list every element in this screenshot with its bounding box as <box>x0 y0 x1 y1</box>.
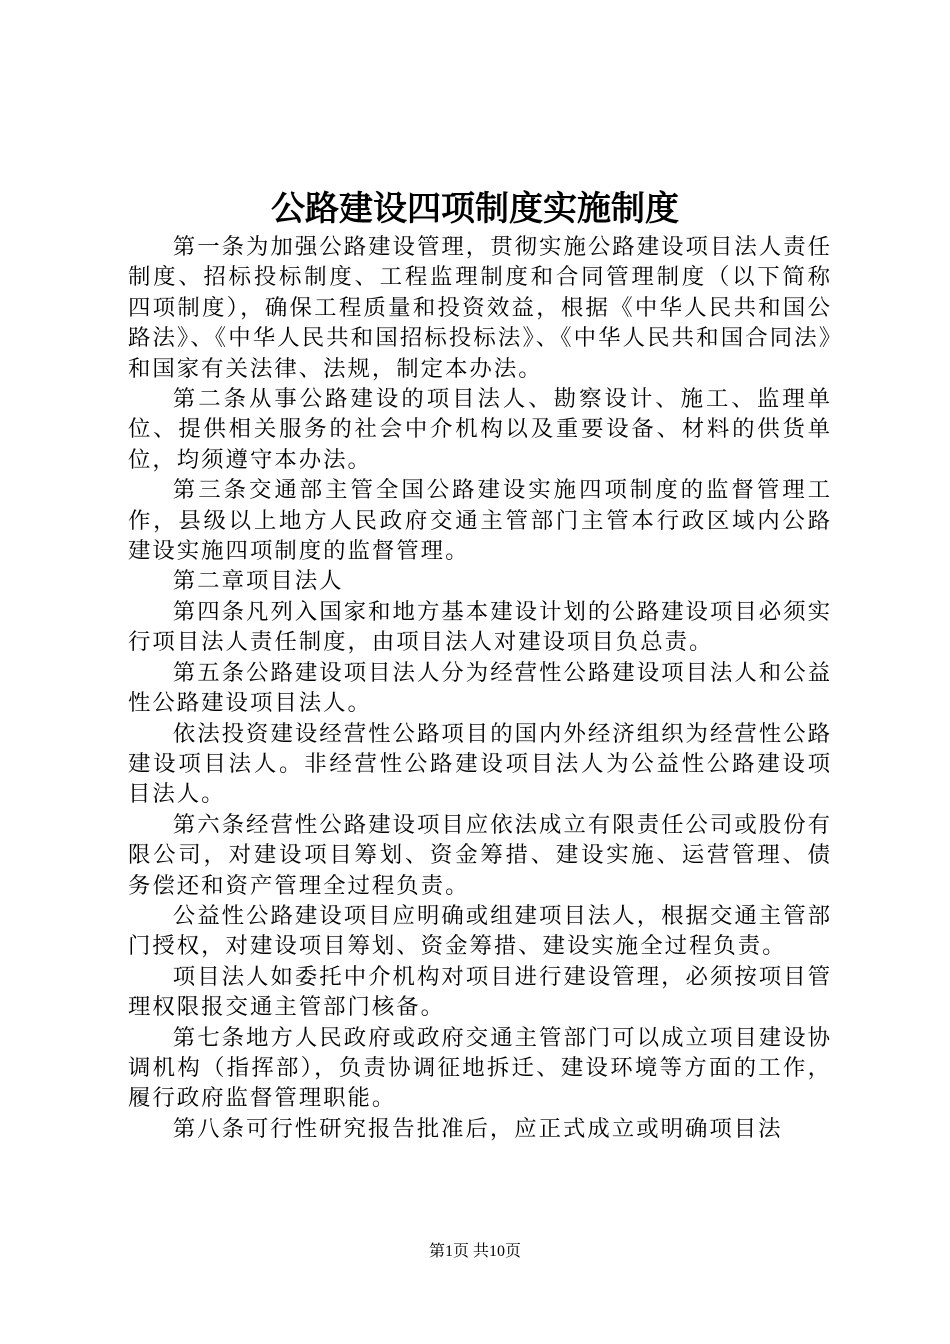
chapter-heading: 第二章项目法人 <box>172 568 344 595</box>
paragraph: 第六条经营性公路建设项目应依法成立有限责任公司或股份有限公司，对建设项目筹划、资金筹措、建设实施、运营管理、债务偿还和资产管理全过程负责。 <box>128 811 832 899</box>
paragraph: 第五条公路建设项目法人分为经营性公路建设项目法人和公益性公路建设项目法人。 <box>128 659 832 717</box>
paragraph: 第二条从事公路建设的项目法人、勘察设计、施工、监理单位、提供相关服务的社会中介机构以及重要设备、材料的供货单位，均须遵守本办法。 <box>128 386 832 473</box>
paragraph: 项目法人如委托中介机构对项目进行建设管理，必须按项目管理权限报交通主管部门核备。 <box>128 963 832 1021</box>
paragraph: 第一条为加强公路建设管理，贯彻实施公路建设项目法人责任制度、招标投标制度、工程监理制度和合同管理制度（以下简称四项制度），确保工程质量和投资效益，根据《中华人民共和国公路法》、《中华人民共和国招标投标法》、《中华人民共和国合同法》和国家有关法律、法规，制定本办法。 <box>128 234 832 382</box>
paragraph: 第八条可行性研究报告批准后，应正式成立或明确项目法 <box>172 1115 783 1142</box>
page-footer: 第1页 共10页 <box>428 1243 521 1260</box>
paragraph: 第四条凡列入国家和地方基本建设计划的公路建设项目必须实行项目法人责任制度，由项目法人对建设项目负总责。 <box>128 598 832 656</box>
paragraph: 依法投资建设经营性公路项目的国内外经济组织为经营性公路建设项目法人。非经营性公路建设项目法人为公益性公路建设项目法人。 <box>128 720 832 808</box>
paragraph: 第七条地方人民政府或政府交通主管部门可以成立项目建设协调机构（指挥部），负责协调征地拆迁、建设环境等方面的工作，履行政府监督管理职能。 <box>128 1024 832 1112</box>
paragraph: 公益性公路建设项目应明确或组建项目法人，根据交通主管部门授权，对建设项目筹划、资金筹措、建设实施全过程负责。 <box>128 902 832 960</box>
paragraph: 第三条交通部主管全国公路建设实施四项制度的监督管理工作，县级以上地方人民政府交通主管部门主管本行政区域内公路建设实施四项制度的监督管理。 <box>128 477 832 565</box>
document-title: 公路建设四项制度实施制度 <box>271 189 679 229</box>
document-body <box>128 232 832 1144</box>
